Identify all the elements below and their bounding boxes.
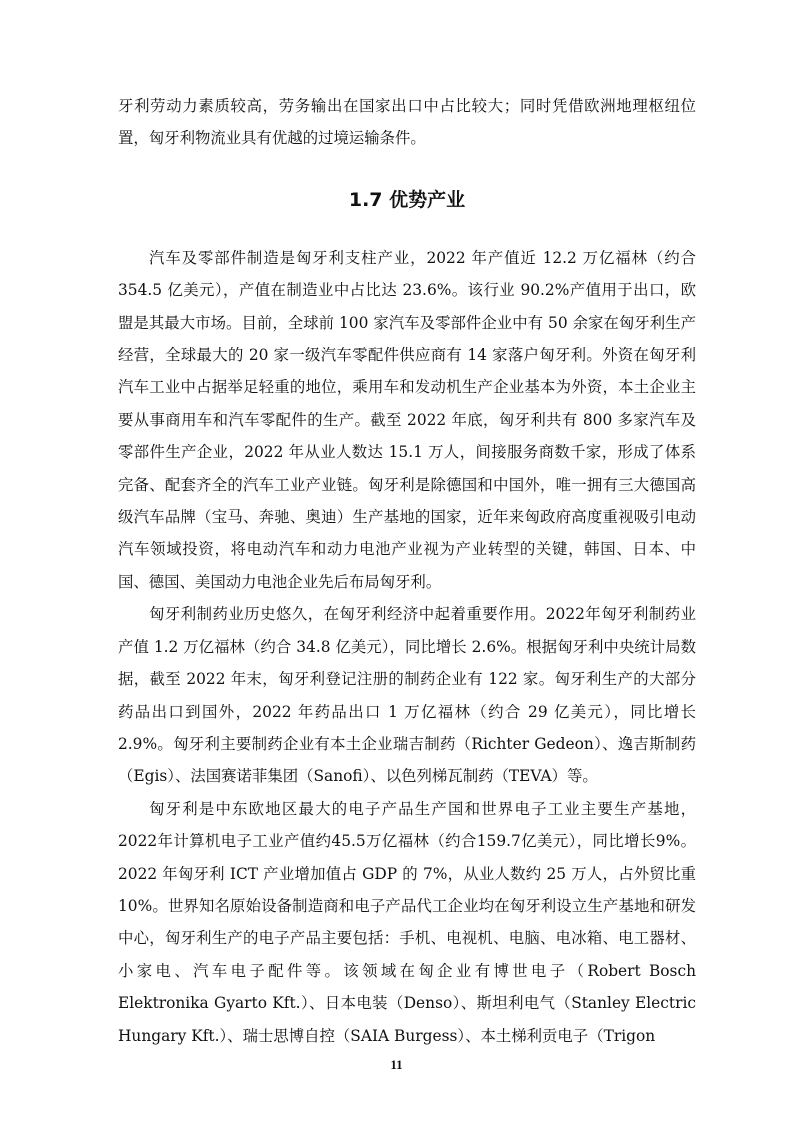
page-number: 11 <box>390 1057 403 1072</box>
intro-paragraph: 牙利劳动力素质较高，劳务输出在国家出口中占比较大；同时凭借欧洲地理枢纽位置，匈牙利物流业具有优越的过境运输条件。 <box>118 97 696 148</box>
section-heading: 1.7 优势产业 <box>348 188 466 211</box>
automotive-paragraph: 汽车及零部件制造是匈牙利支柱产业，2022 年产值近 12.2 万亿福林（约合 354.5 亿美元），产值在制造业中占比达 23.6%。该行业 90.2%产值用于出口，欧盟是其最大市场。目前，全球前 100 家汽车及零部件企业中有 50 余家在匈牙利生产经营，全球最大的 20 家一级汽车零配件供应商有 14 家落户匈牙利。外资在匈牙利汽车工业中占据举足轻重的地位，乘用车和发动机生产企业基本为外资，本土企业主要从事商用车和汽车零配件的生产。截至 2022 年底，匈牙利共有 800 多家汽车及零部件生产企业，2022 年从业人数达 15.1 万人，间接服务商数千家，形成了体系完备、配套齐全的汽车工业产业链。匈牙利是除德国和中国外，唯一拥有三大德国高级汽车品牌（宝马、奔驰、奥迪）生产基地的国家，近年来匈政府高度重视吸引电动汽车领域投资，将电动汽车和动力电池产业视为产业转型的关键，韩国、日本、中国、德国、美国动力电池企业先后布局匈牙利。 <box>118 248 696 591</box>
page-body <box>118 90 696 1052</box>
pharmaceutical-paragraph: 匈牙利制药业历史悠久，在匈牙利经济中起着重要作用。2022年匈牙利制药业产值 1.2 万亿福林（约合 34.8 亿美元），同比增长 2.6%。根据匈牙利中央统计局数据，截至 2022 年末，匈牙利登记注册的制药企业有 122 家。匈牙利生产的大部分药品出口到国外，2022 年药品出口 1 万亿福林（约合 29 亿美元），同比增长 2.9%。匈牙利主要制药企业有本土企业瑞吉制药（Richter Gedeon）、逸吉斯制药（Egis）、法国赛诺菲集团（Sanofi）、以色列梯瓦制药（TEVA）等。 <box>118 605 696 786</box>
electronics-paragraph: 匈牙利是中东欧地区最大的电子产品生产国和世界电子工业主要生产基地，2022年计算机电子工业产值约45.5万亿福林（约合159.7亿美元），同比增长9%。2022 年匈牙利 ICT 产业增加值占 GDP 的 7%，从业人数约 25 万人，占外贸比重 10%。世界知名原始设备制造商和电子产品代工企业均在匈牙利设立生产基地和研发中心，匈牙利生产的电子产品主要包括：手机、电视机、电脑、电冰箱、电工器材、小家电、汽车电子配件等。该领域在匈企业有博世电子（Robert Bosch Elektronika Gyarto Kft.）、日本电装（Denso）、斯坦利电气（Stanley Electric Hungary Kft.）、瑞士思博自控（SAIA Burgess）、本土梯利贡电子（Trigon <box>118 799 696 1045</box>
